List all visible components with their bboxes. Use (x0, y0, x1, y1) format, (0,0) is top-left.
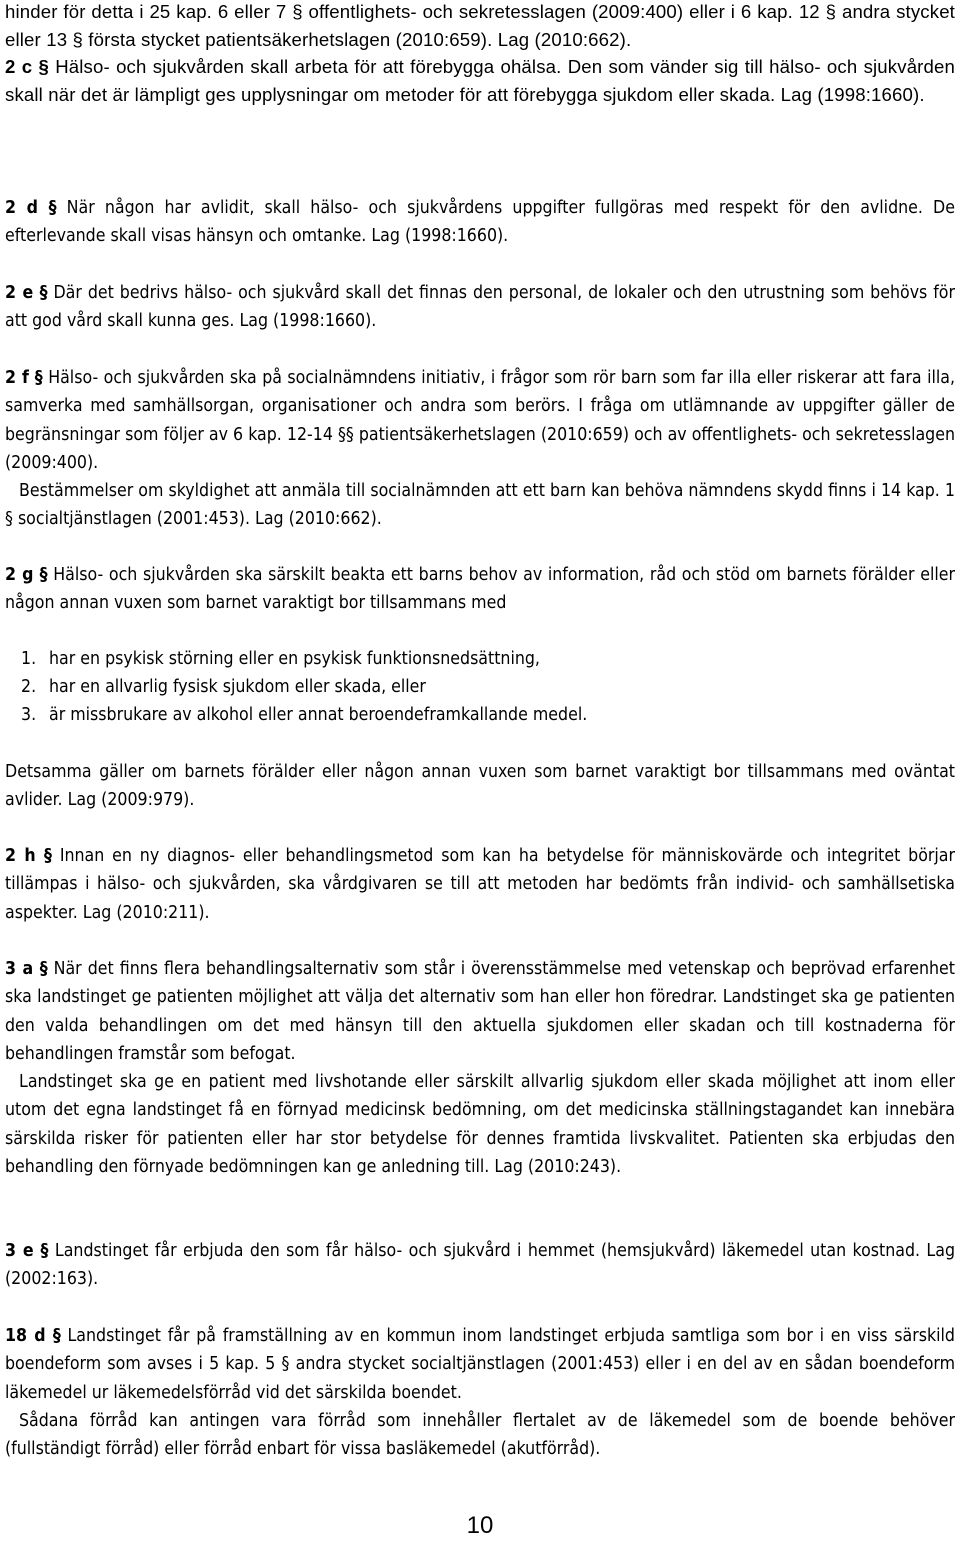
section-number: 2 h § (5, 846, 52, 866)
list-item: 2. har en allvarlig fysisk sjukdom eller skada, eller (21, 677, 426, 698)
paragraph-2d: 2 d § När någon har avlidit, skall hälso- och sjukvårdens uppgifter fullgöras med respekt för den avlidne. De efterlevande skall visas hänsyn och omtanke. Lag (1998:1660). (5, 198, 955, 247)
section-number: 2 f § (5, 368, 43, 388)
paragraph-2f: 2 f § Hälso- och sjukvården ska på socialnämndens initiativ, i frågor som rör barn som far illa eller riskerar att fara illa, samverka med samhällsorgan, organisationer och andra som berörs. I fråga om utlämnande av uppgifter gäller de begränsningar som följer av 6 kap. 12-14 §§ patientsäkerhetslagen (2010:659) och av offentlighets- och sekretesslagen (2009:400). (5, 368, 955, 474)
paragraph-2c: 2 c § Hälso- och sjukvården skall arbeta för att förebygga ohälsa. Den som vänder sig till hälso- och sjukvården skall när det är lämpligt ges upplysningar om metoder för att förebygga sjukdom eller skada. Lag (1998:1660). (5, 56, 955, 105)
paragraph-2g: 2 g § Hälso- och sjukvården ska särskilt beakta ett barns behov av information, råd och stöd om barnets förälder eller någon annan vuxen som barnet varaktigt bor tillsammans med (5, 565, 955, 614)
list-item: 1. har en psykisk störning eller en psykisk funktionsnedsättning, (21, 649, 540, 669)
section-number: 2 e § (5, 283, 48, 303)
paragraph-2h: 2 h § Innan en ny diagnos- eller behandlingsmetod som kan ha betydelse för människovärde och integritet börjar tillämpas i hälso- och sjukvården, ska vårdgivaren se till att metoden har bedömts från individ- och samhällsetiska aspekter. Lag (2010:211). (5, 846, 956, 923)
paragraph-3a-second: Landstinget ska ge en patient med livshotande eller särskilt allvarlig sjukdom eller skada möjlighet att inom eller utom det egna landstinget få en förnyad medicinsk bedömning, om det medicinska ställningstagandet kan innebära särskilda risker för patienten eller har stor betydelse för dennes framtida livskvalitet. Patienten ska erbjudas den behandling den förnyade bedömningen kan ge anledning till. Lag (2010:243). (5, 1072, 955, 1178)
numbered-list (5, 645, 905, 730)
page-number: 10 (466, 1512, 494, 1539)
section-number: 3 a § (5, 959, 48, 979)
paragraph-2e: 2 e § Där det bedrivs hälso- och sjukvård skall det finnas den personal, de lokaler och den utrustning som behövs för att god vård skall kunna ges. Lag (1998:1660). (5, 283, 955, 332)
paragraph-2f-second: Bestämmelser om skyldighet att anmäla till socialnämnden att ett barn kan behöva nämndens skydd finns i 14 kap. 1 § socialtjänstlagen (2001:453). Lag (2010:662). (5, 481, 955, 530)
section-number: 2 c § (5, 56, 49, 77)
paragraph-2g-second: Detsamma gäller om barnets förälder eller någon annan vuxen som barnet varaktigt bor tillsammans med oväntat avlider. Lag (2009:979). (5, 762, 955, 811)
paragraph-3e: 3 e § Landstinget får erbjuda den som får hälso- och sjukvård i hemmet (hemsjukvård) läkemedel utan kostnad. Lag (2002:163). (5, 1241, 956, 1290)
paragraph-intro: hinder för detta i 25 kap. 6 eller 7 § offentlighets- och sekretesslagen (2009:400) eller i 6 kap. 12 § andra stycket eller 13 § första stycket patientsäkerhetslagen (2010:659). Lag (2010:662). (5, 1, 955, 50)
section-number: 18 d § (5, 1326, 61, 1346)
section-number: 2 g § (5, 565, 48, 585)
section-number: 3 e § (5, 1241, 49, 1261)
list-item: 3. är missbrukare av alkohol eller annat beroendeframkallande medel. (21, 705, 588, 726)
paragraph-3a: 3 a § När det finns flera behandlingsalternativ som står i överensstämmelse med vetenskap och beprövad erfarenhet ska landstinget ge patienten möjlighet att välja det alternativ som han eller hon föredrar. Landstinget ska ge patienten den valda behandlingen om det med hänsyn till den aktuella sjukdomen eller skadan och till kostnaderna för behandlingen framstår som befogat. (5, 959, 955, 1065)
paragraph-18d: 18 d § Landstinget får på framställning av en kommun inom landstinget erbjuda samtliga som bor i en viss särskild boendeform som avses i 5 kap. 5 § andra stycket socialtjänstlagen (2001:453) eller i en del av en sådan boendeform läkemedel ur läkemedelsförråd vid det särskilda boendet. (5, 1326, 955, 1403)
section-number: 2 d § (5, 198, 57, 218)
paragraph-18d-second: Sådana förråd kan antingen vara förråd som innehåller flertalet av de läkemedel som de boende behöver (fullständigt förråd) eller förråd enbart för vissa basläkemedel (akutförråd). (5, 1411, 955, 1460)
